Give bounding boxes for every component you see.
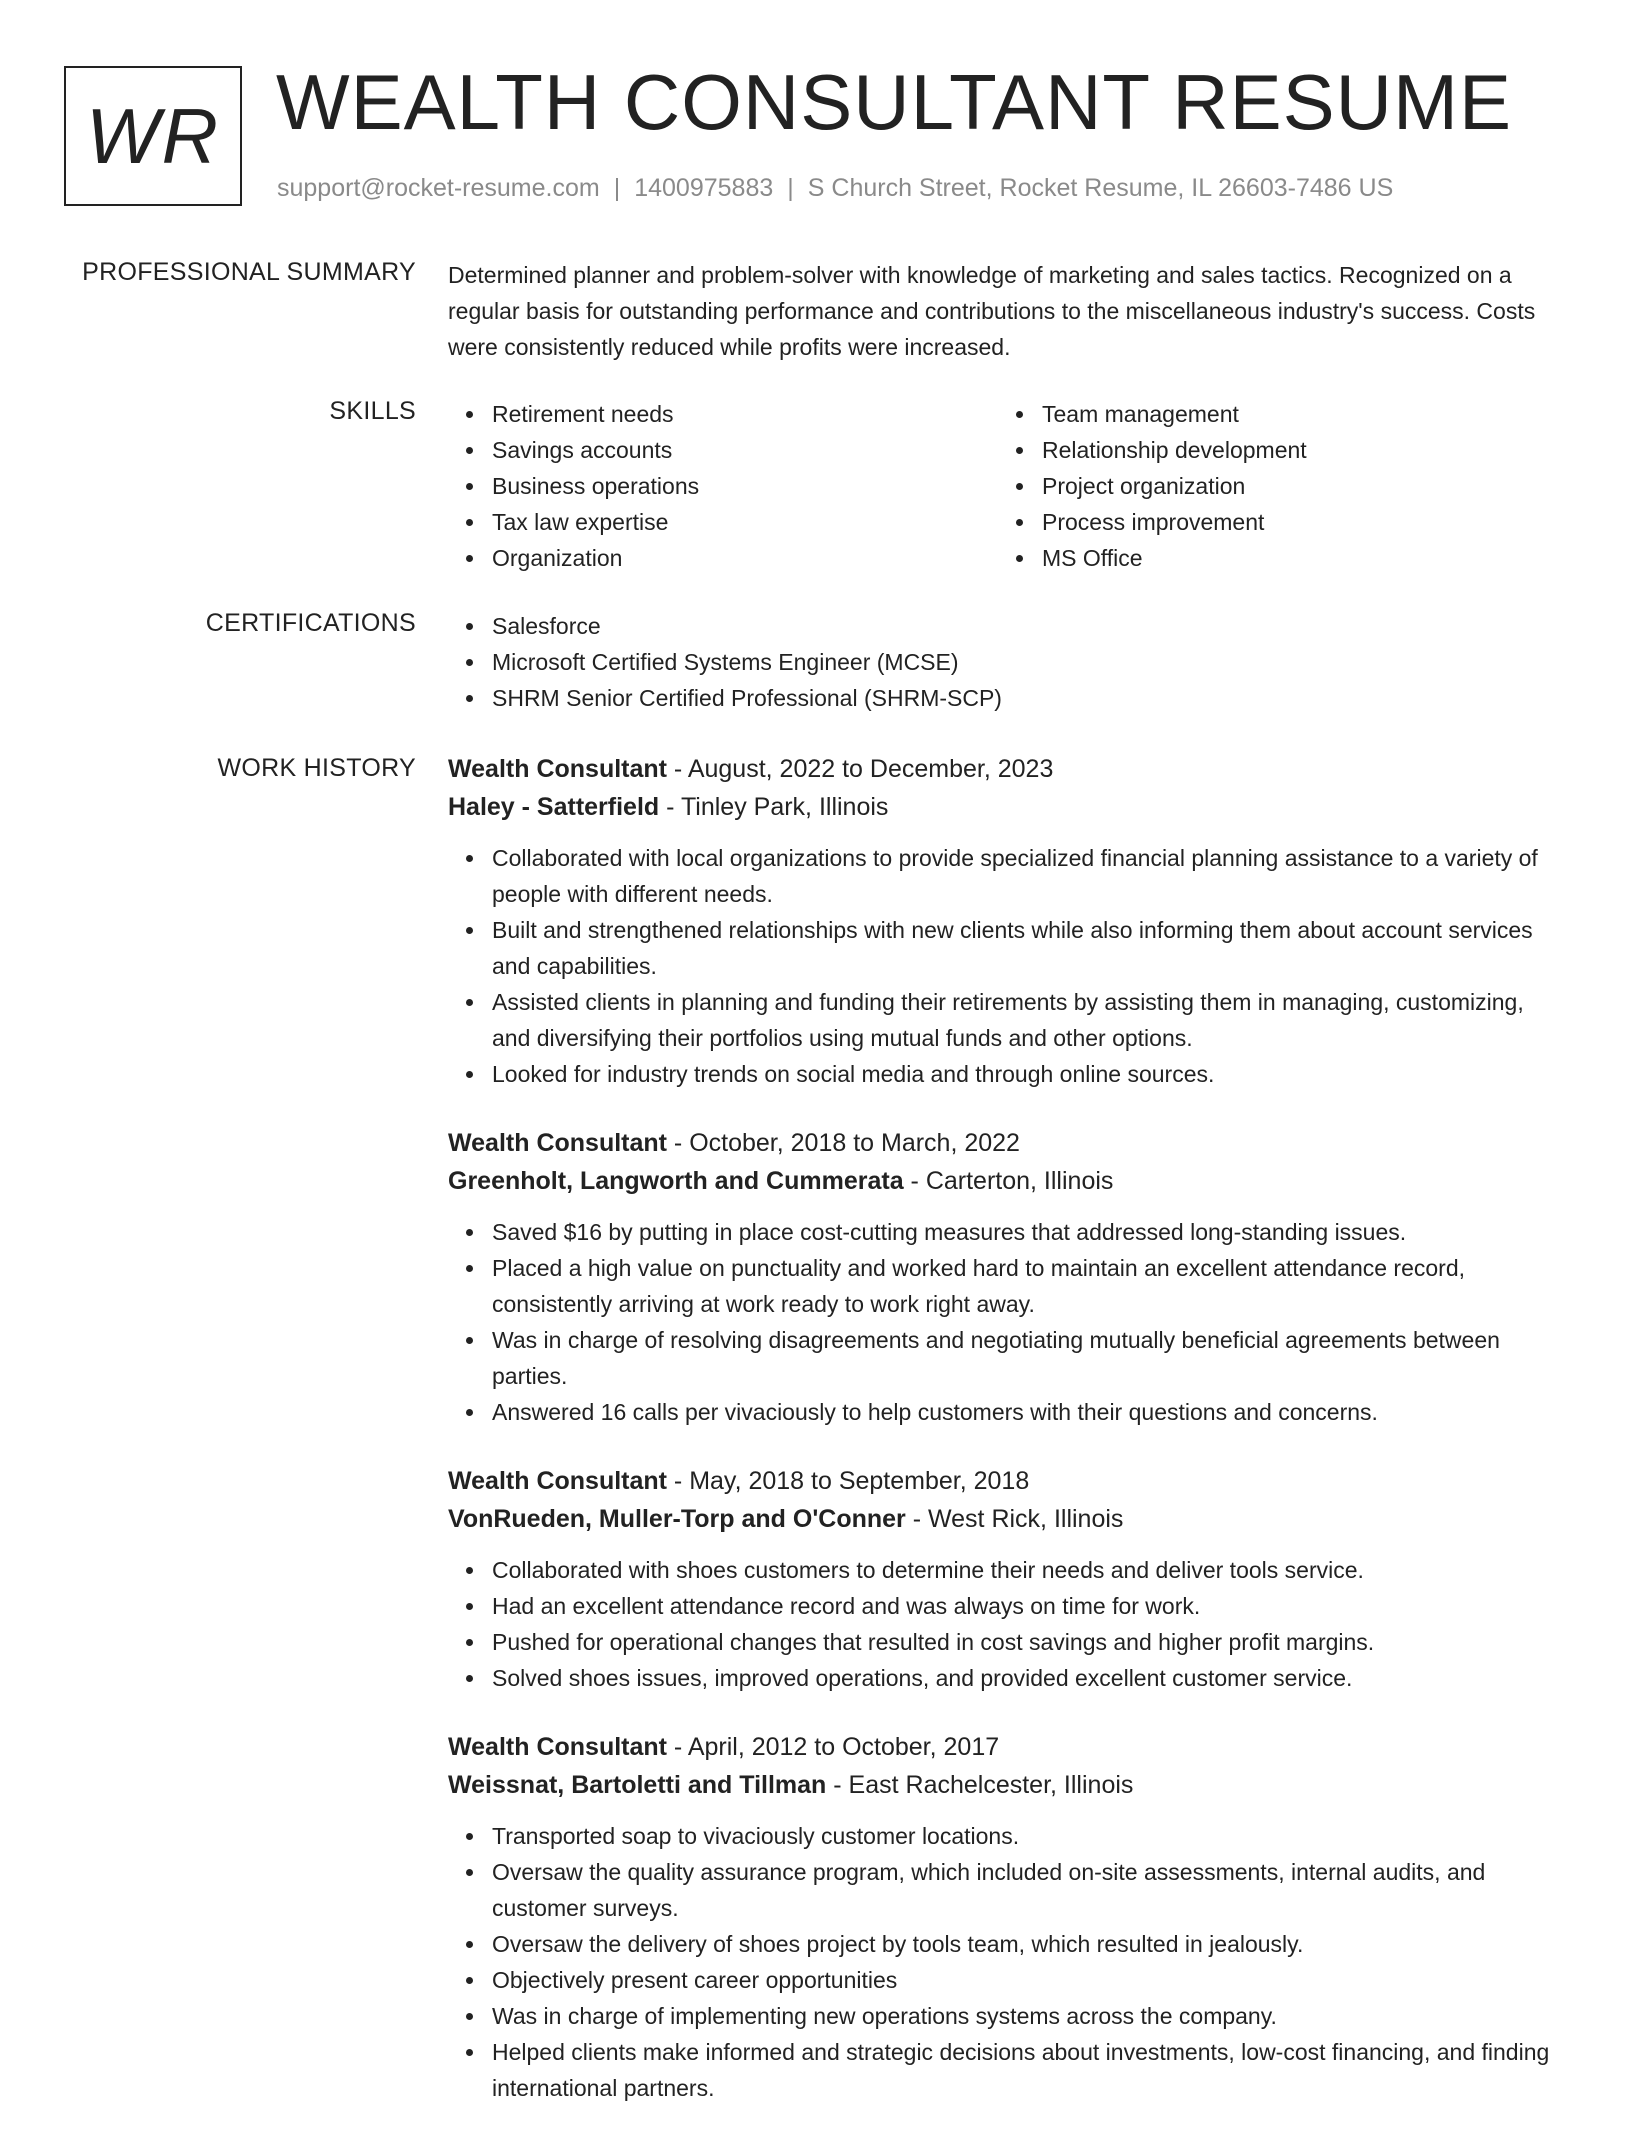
skill-item: Retirement needs: [492, 396, 998, 432]
section-label-summary: PROFESSIONAL SUMMARY: [82, 258, 416, 286]
job-bullet: Answered 16 calls per vivaciously to help customers with their questions and concerns.: [492, 1394, 1568, 1430]
job-bullets: [448, 1552, 1568, 1696]
job-dates: - October, 2018 to March, 2022: [666, 1129, 1020, 1157]
job-title: Wealth Consultant: [448, 1467, 667, 1495]
section-label-certifications: CERTIFICATIONS: [205, 609, 416, 637]
monogram-box: [64, 66, 242, 206]
job-bullets: [448, 840, 1568, 1092]
contact-line: [277, 174, 1393, 203]
job-company: Weissnat, Bartoletti and Tillman: [448, 1771, 827, 1799]
job-bullet: Pushed for operational changes that resulted in cost savings and higher profit margins.: [492, 1624, 1568, 1660]
job-bullet: Had an excellent attendance record and was always on time for work.: [492, 1588, 1568, 1624]
job-bullet: Built and strengthened relationships with new clients while also informing them about account services and capabilities.: [492, 912, 1568, 984]
summary-text: Determined planner and problem-solver with knowledge of marketing and sales tactics. Recognized on a regular basis for outstanding performance and contributions to the miscellaneous industry's success. Costs were consistently reduced while profits were increased.: [448, 262, 1536, 360]
contact-phone[interactable]: 1400975883: [634, 174, 774, 202]
job-bullet: Objectively present career opportunities: [492, 1962, 1568, 1998]
job-company-line: [448, 1162, 1568, 1200]
job-title: Wealth Consultant: [448, 755, 667, 783]
certification-item: Salesforce: [492, 608, 1568, 644]
job-bullet: Was in charge of resolving disagreements and negotiating mutually beneficial agreements between parties.: [492, 1322, 1568, 1394]
job-bullet: Placed a high value on punctuality and worked hard to maintain an excellent attendance record, consistently arriving at work ready to work right away.: [492, 1250, 1568, 1322]
monogram-initials: WR: [86, 91, 220, 180]
contact-email[interactable]: support@rocket-resume.com: [277, 174, 600, 202]
job-bullet: Looked for industry trends on social media and through online sources.: [492, 1056, 1568, 1092]
skill-item: Savings accounts: [492, 432, 998, 468]
job-title-line: [448, 1124, 1568, 1162]
job-dates: - August, 2022 to December, 2023: [666, 755, 1054, 783]
job-title: Wealth Consultant: [448, 1129, 667, 1157]
section-label-skills: SKILLS: [329, 397, 416, 425]
summary-body: [448, 257, 1568, 365]
skill-item: Tax law expertise: [492, 504, 998, 540]
job-title-line: [448, 1728, 1568, 1766]
job-entry: [448, 1124, 1568, 1430]
skills-column-left: [448, 396, 998, 576]
resume-title: WEALTH CONSULTANT RESUME: [276, 58, 1513, 146]
job-bullet: Oversaw the quality assurance program, which included on-site assessments, internal audits, and customer surveys.: [492, 1854, 1568, 1926]
job-company-line: [448, 1766, 1568, 1804]
job-location: - Carterton, Illinois: [903, 1167, 1114, 1195]
certification-item: SHRM Senior Certified Professional (SHRM-SCP): [492, 680, 1568, 716]
job-bullet: Collaborated with local organizations to provide specialized financial planning assistance to a variety of people with different needs.: [492, 840, 1568, 912]
job-location: - Tinley Park, Illinois: [659, 793, 889, 821]
skill-item: Team management: [1042, 396, 1548, 432]
job-company: Greenholt, Langworth and Cummerata: [448, 1167, 904, 1195]
contact-separator: |: [787, 174, 794, 202]
job-bullet: Was in charge of implementing new operations systems across the company.: [492, 1998, 1568, 2034]
skill-item: Relationship development: [1042, 432, 1548, 468]
job-location: - West Rick, Illinois: [905, 1505, 1124, 1533]
contact-separator: |: [613, 174, 621, 202]
skill-item: Process improvement: [1042, 504, 1548, 540]
skills-body: [448, 396, 1568, 576]
job-title: Wealth Consultant: [448, 1733, 667, 1761]
job-bullet: Solved shoes issues, improved operations, and provided excellent customer service.: [492, 1660, 1568, 1696]
skills-column-right: [998, 396, 1548, 576]
job-bullet: Saved $16 by putting in place cost-cutting measures that addressed long-standing issues.: [492, 1214, 1568, 1250]
contact-address: S Church Street, Rocket Resume, IL 26603-7486 US: [807, 174, 1394, 202]
job-dates: - May, 2018 to September, 2018: [666, 1467, 1030, 1495]
skill-item: Project organization: [1042, 468, 1548, 504]
job-bullet: Collaborated with shoes customers to determine their needs and deliver tools service.: [492, 1552, 1568, 1588]
job-bullet: Oversaw the delivery of shoes project by tools team, which resulted in jealously.: [492, 1926, 1568, 1962]
skill-item: MS Office: [1042, 540, 1548, 576]
work-history-body: [448, 750, 1568, 2138]
job-company: VonRueden, Muller-Torp and O'Conner: [448, 1505, 906, 1533]
skill-item: Organization: [492, 540, 998, 576]
skill-item: Business operations: [492, 468, 998, 504]
job-dates: - April, 2012 to October, 2017: [666, 1733, 1000, 1761]
job-company-line: [448, 1500, 1568, 1538]
job-bullet: Assisted clients in planning and funding their retirements by assisting them in managing, customizing, and diversifying their portfolios using mutual funds and other options.: [492, 984, 1568, 1056]
job-company: Haley - Satterfield: [448, 793, 660, 821]
job-bullet: Helped clients make informed and strategic decisions about investments, low-cost financing, and finding international partners.: [492, 2034, 1568, 2106]
job-bullet: Transported soap to vivaciously customer locations.: [492, 1818, 1568, 1854]
job-location: - East Rachelcester, Illinois: [826, 1771, 1134, 1799]
certification-item: Microsoft Certified Systems Engineer (MCSE): [492, 644, 1568, 680]
certifications-body: [448, 608, 1568, 716]
job-bullets: [448, 1818, 1568, 2106]
job-entry: [448, 750, 1568, 1092]
job-company-line: [448, 788, 1568, 826]
job-bullets: [448, 1214, 1568, 1430]
job-entry: [448, 1728, 1568, 2106]
job-entry: [448, 1462, 1568, 1696]
job-title-line: [448, 750, 1568, 788]
section-label-work-history: WORK HISTORY: [217, 754, 416, 782]
job-title-line: [448, 1462, 1568, 1500]
